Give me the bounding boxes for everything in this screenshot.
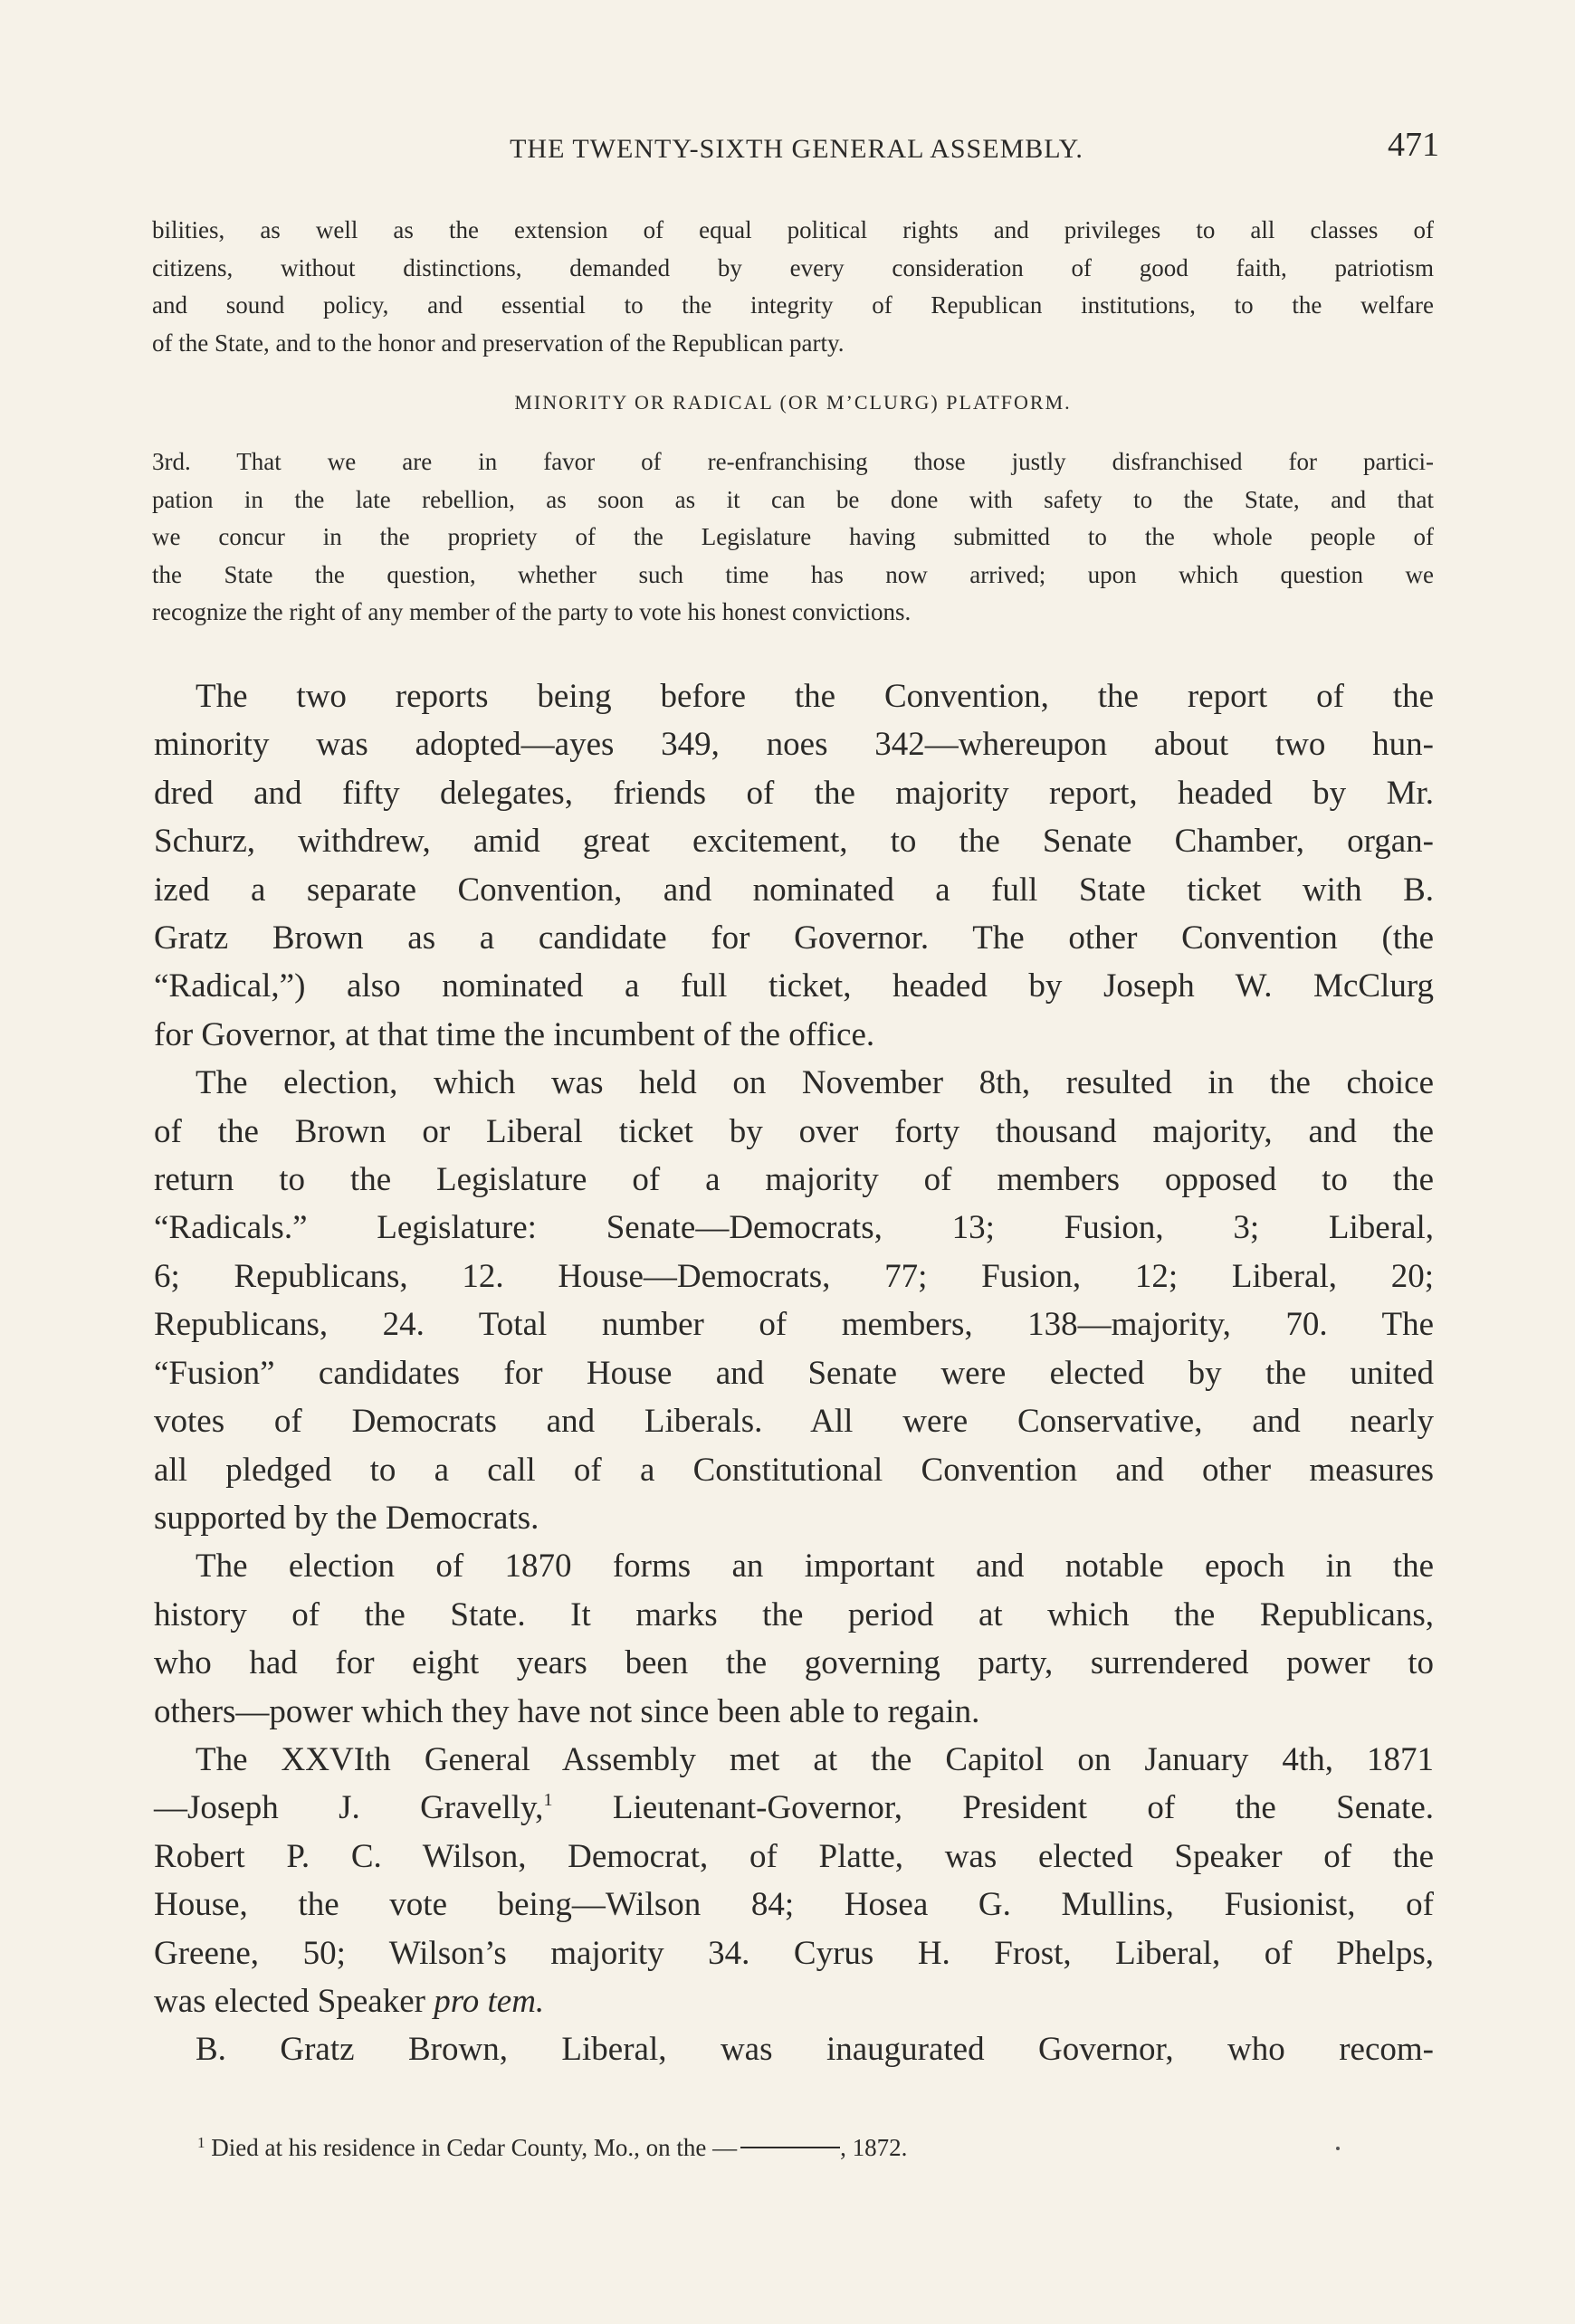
paragraph-4-line bbox=[154, 1784, 1434, 1832]
text-run: was elected Speaker bbox=[154, 1982, 434, 2020]
paragraph-2-line: all pledged to a call of a Constitutional Convention and other measures bbox=[154, 1451, 1434, 1489]
footnote bbox=[197, 2134, 907, 2162]
footnote-reference: 1 bbox=[543, 1790, 553, 1811]
footnote-marker: 1 bbox=[197, 2134, 205, 2151]
text-line: citizens, without distinctions, demanded by every consideration of good faith, patriotism bbox=[152, 253, 1434, 281]
text-line: pation in the late rebellion, as soon as it can be done with safety to the State, and that bbox=[152, 485, 1434, 513]
paragraph-1-line: for Governor, at that time the incumbent of the office. bbox=[154, 1015, 875, 1053]
page-header bbox=[154, 125, 1439, 179]
paragraph-2-line: The election, which was held on November 8th, resulted in the choice bbox=[196, 1064, 1434, 1102]
text-run: —Joseph J. Gravelly, bbox=[154, 1789, 544, 1827]
paragraph-1-line: Gratz Brown as a candidate for Governor. The other Convention (the bbox=[154, 919, 1434, 957]
footnote-blank-line bbox=[740, 2147, 840, 2148]
paragraph-1-line: The two reports being before the Convention, the report of the bbox=[196, 678, 1434, 715]
paragraph-4-line: House, the vote being—Wilson 84; Hosea G. Mullins, Fusionist, of bbox=[154, 1886, 1434, 1924]
paragraph-2-line: 6; Republicans, 12. House—Democrats, 77; Fusion, 12; Liberal, 20; bbox=[154, 1257, 1434, 1295]
paragraph-2-line: “Radicals.” Legislature: Senate—Democrats, 13; Fusion, 3; Liberal, bbox=[154, 1209, 1434, 1247]
paragraph-4-line: Greene, 50; Wilson’s majority 34. Cyrus H. Frost, Liberal, of Phelps, bbox=[154, 1934, 1434, 1972]
text-line: of the State, and to the honor and preservation of the Republican party. bbox=[152, 329, 845, 357]
majority-platform-text bbox=[152, 212, 1434, 362]
paragraph-2-line: votes of Democrats and Liberals. All were Conservative, and nearly bbox=[154, 1403, 1434, 1441]
paragraph-1-line: minority was adopted—ayes 349, noes 342—whereupon about two hun- bbox=[154, 726, 1434, 764]
italic-text: pro tem. bbox=[434, 1982, 545, 2020]
running-head: THE TWENTY-SIXTH GENERAL ASSEMBLY. bbox=[510, 134, 1083, 164]
paragraph-4-line bbox=[154, 1977, 1434, 2025]
paragraph-3-line: others—power which they have not since been able to regain. bbox=[154, 1692, 980, 1730]
paragraph-1-line: ized a separate Convention, and nominated a full State ticket with B. bbox=[154, 871, 1434, 909]
paragraph-2-line: supported by the Democrats. bbox=[154, 1499, 539, 1537]
text-line: bilities, as well as the extension of equal political rights and privileges to all classes of bbox=[152, 216, 1434, 243]
footnote-text: Died at his residence in Cedar County, Mo., on the — bbox=[205, 2134, 738, 2161]
text-run: Lieutenant-Governor, President of the Senate. bbox=[552, 1789, 1434, 1827]
paragraph-3-line: The election of 1870 forms an important and notable epoch in the bbox=[196, 1548, 1434, 1586]
paragraph-3-line: history of the State. It marks the period at which the Republicans, bbox=[154, 1595, 1434, 1633]
paragraph-3-line: who had for eight years been the governing party, surrendered power to bbox=[154, 1644, 1434, 1682]
paragraph-5-line: B. Gratz Brown, Liberal, was inaugurated Governor, who recom- bbox=[196, 2031, 1434, 2069]
paragraph-2-line: of the Brown or Liberal ticket by over forty thousand majority, and the bbox=[154, 1112, 1434, 1150]
minority-platform-heading: MINORITY OR RADICAL (OR M’CLURG) PLATFORM. bbox=[514, 391, 1072, 414]
text-line: 3rd. That we are in favor of re-enfranchising those justly disfranchised for partici- bbox=[152, 448, 1434, 475]
minority-platform-text bbox=[152, 443, 1434, 632]
page-number: 471 bbox=[1388, 126, 1439, 164]
paragraph-1-line: Schurz, withdrew, amid great excitement, to the Senate Chamber, organ- bbox=[154, 823, 1434, 861]
text-line: the State the question, whether such time has now arrived; upon which question we bbox=[152, 560, 1434, 588]
text-line: recognize the right of any member of the party to vote his honest convictions. bbox=[152, 598, 912, 625]
paragraph-4-line: The XXVIth General Assembly met at the Capitol on January 4th, 1871 bbox=[196, 1740, 1434, 1778]
paragraph-2-line: “Fusion” candidates for House and Senate were elected by the united bbox=[154, 1354, 1434, 1392]
paragraph-2-line: Republicans, 24. Total number of members, 138—majority, 70. The bbox=[154, 1306, 1434, 1344]
text-line: and sound policy, and essential to the integrity of Republican institutions, to the welfare bbox=[152, 291, 1434, 319]
text-line: we concur in the propriety of the Legislature having submitted to the whole people of bbox=[152, 523, 1434, 550]
footnote-year: , 1872. bbox=[840, 2134, 908, 2161]
paragraph-1-line: dred and fifty delegates, friends of the majority report, headed by Mr. bbox=[154, 774, 1434, 812]
body-text bbox=[154, 672, 1434, 2074]
paragraph-4-line: Robert P. C. Wilson, Democrat, of Platte, was elected Speaker of the bbox=[154, 1837, 1434, 1875]
paragraph-2-line: return to the Legislature of a majority of members opposed to the bbox=[154, 1161, 1434, 1199]
paragraph-1-line: “Radical,”) also nominated a full ticket, headed by Joseph W. McClurg bbox=[154, 967, 1434, 1005]
stray-print-mark bbox=[1336, 2147, 1340, 2150]
